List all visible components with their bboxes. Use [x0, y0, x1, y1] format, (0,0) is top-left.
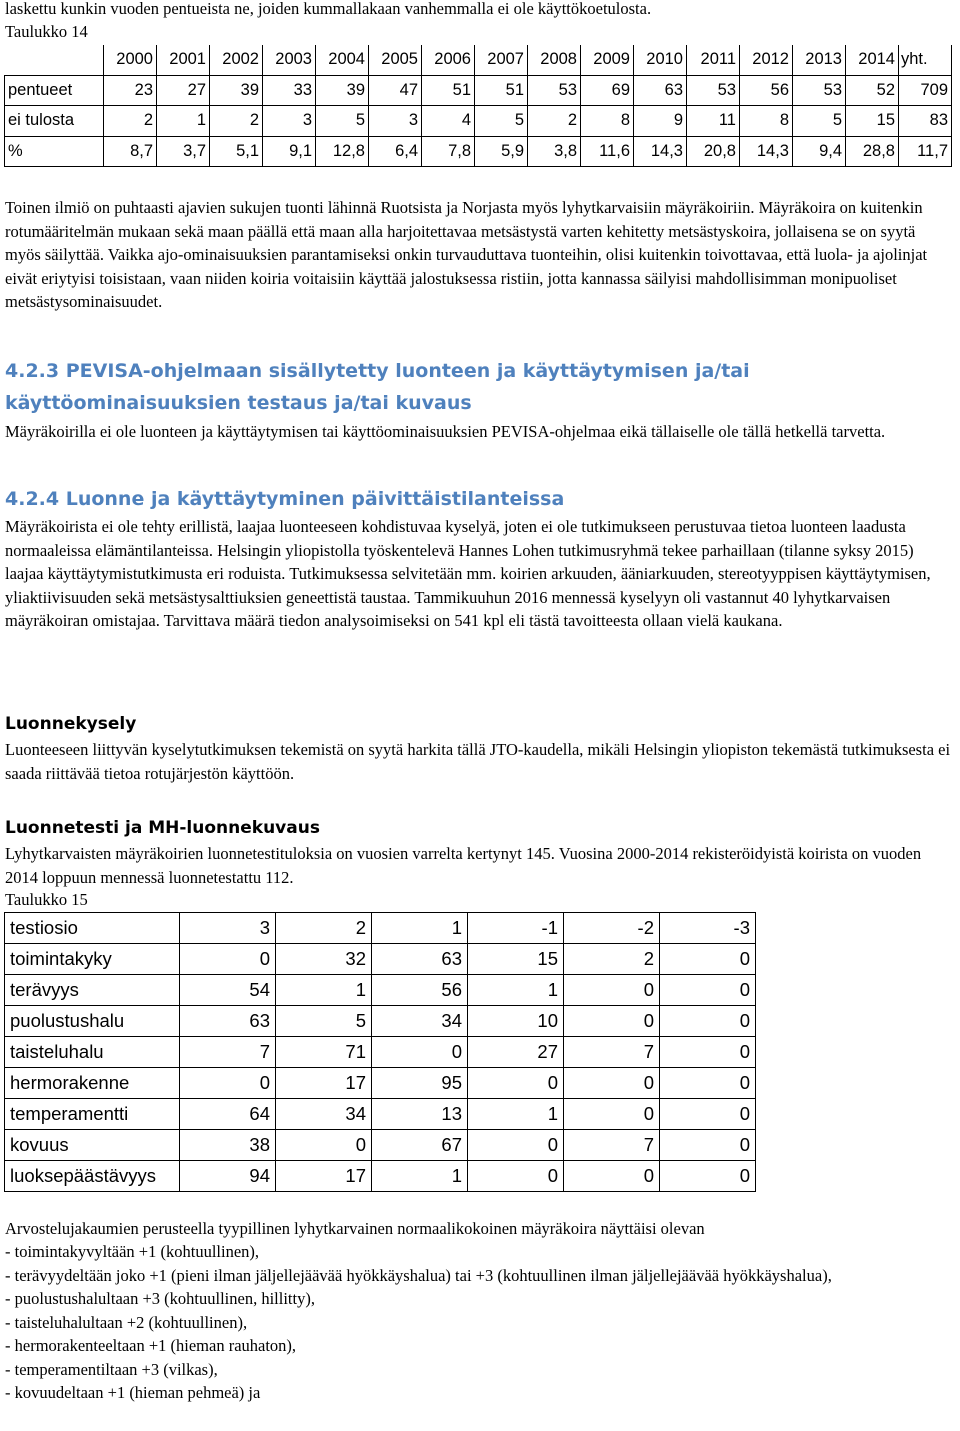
- table14-total-cell: 83: [899, 106, 952, 137]
- table14-year-cell: 2014: [846, 45, 899, 75]
- table14-cell: 53: [793, 75, 846, 106]
- table14-cell: 3,8: [528, 136, 581, 167]
- table14-cell: 5: [793, 106, 846, 137]
- closing-list-item: - taisteluhalultaan +2 (kohtuullinen),: [5, 1312, 248, 1332]
- table14-year-cell: 2010: [634, 45, 687, 75]
- table15-row: [5, 1161, 756, 1192]
- table15-row-label: taisteluhalu: [5, 1037, 180, 1068]
- luonnetesti-heading: Luonnetesti ja MH-luonnekuvaus: [5, 818, 320, 838]
- table15-cell: 0: [660, 1068, 756, 1099]
- paragraph-ajavat-suvut: Toinen ilmiö on puhtaasti ajavien sukujen tuonti lähinnä Ruotsista ja Norjasta myös lyhytkarvaisiin mäyräkoiriin. Mäyräkoira on kuitenkin rotumääritelmän mukaan sekä maan päällä että maan alla harjoitettavaa metsästystä varten kehitetty metsästyskoira, jollaisena se on syytä myös säilyttää. Vaikka ajo-ominaisuuksien parantamiseksi onkin turvauduttava tuonteihin, olisi kuitenkin toivottavaa, että luola- ja ajolinjat eivät eriytyisi toisistaan, vaan niiden koiria voitaisiin käyttää jalostuksessa ristiin, jotta kannassa säilyisi mahdollisimman monipuoliset metsästysominaisuudet.: [5, 198, 928, 311]
- section-heading-4-2-3: [5, 355, 750, 419]
- table14-year-cell: 2005: [369, 45, 422, 75]
- table14-cell: 3: [263, 106, 316, 137]
- table15-row-label: puolustushalu: [5, 1006, 180, 1037]
- table15-cell: 71: [276, 1037, 372, 1068]
- table14-cell: 15: [846, 106, 899, 137]
- table15-cell: 0: [180, 944, 276, 975]
- table15-cell: 7: [180, 1037, 276, 1068]
- table14-cell: 3: [369, 106, 422, 137]
- table14-year-cell: 2008: [528, 45, 581, 75]
- table15-cell: 56: [372, 975, 468, 1006]
- luonnetesti-text: Lyhytkarvaisten mäyräkoirien luonnetestituloksia on vuosien varrelta kertynyt 145. Vuosina 2000-2014 rekisteröidyistä koirista on vuoden 2014 loppuun mennessä luonnetestattu 112.: [5, 844, 922, 887]
- table14-cell: 2: [104, 106, 157, 137]
- table14-cell: 47: [369, 75, 422, 106]
- table14-cell: 8: [581, 106, 634, 137]
- table15-cell: 7: [564, 1130, 660, 1161]
- table14-cell: 52: [846, 75, 899, 106]
- table15-cell: 17: [276, 1068, 372, 1099]
- table14-cell: 2: [528, 106, 581, 137]
- table15-row-label: toimintakyky: [5, 944, 180, 975]
- table15-row: [5, 944, 756, 975]
- closing-list-item: - toimintakyvyltään +1 (kohtuullinen),: [5, 1242, 260, 1261]
- table15-cell: 63: [180, 1006, 276, 1037]
- table15-cell: 10: [468, 1006, 564, 1037]
- table14-cell: 4: [422, 106, 475, 137]
- table14-row: [5, 136, 952, 167]
- table15-cell: 95: [372, 1068, 468, 1099]
- table14-cell: 56: [740, 75, 793, 106]
- table15-cell: 0: [660, 1161, 756, 1192]
- table15-cell: 1: [276, 975, 372, 1006]
- table14-cell: 1: [157, 106, 210, 137]
- table15-cell: 0: [660, 1037, 756, 1068]
- closing-list: [5, 1240, 953, 1405]
- heading-4-2-3-line1: 4.2.3 PEVISA-ohjelmaan sisällytetty luonteen ja käyttäytymisen ja/tai: [5, 360, 750, 382]
- table14-cell: 27: [157, 75, 210, 106]
- table14-cell: 14,3: [740, 136, 793, 167]
- closing-list-item: - temperamentiltaan +3 (vilkas),: [5, 1359, 218, 1379]
- table14-total-cell: 11,7: [899, 136, 952, 167]
- heading-4-2-3-line2: käyttöominaisuuksien testaus ja/tai kuvaus: [5, 392, 472, 414]
- table14-row: [5, 106, 952, 137]
- table15-cell: 1: [468, 1099, 564, 1130]
- table14-cell: 53: [687, 75, 740, 106]
- table14-cell: 53: [528, 75, 581, 106]
- table14-year-cell: 2006: [422, 45, 475, 75]
- table15-header-row: [5, 913, 756, 944]
- table15-row-label: hermorakenne: [5, 1068, 180, 1099]
- table15-cell: 5: [276, 1006, 372, 1037]
- table14-cell: 63: [634, 75, 687, 106]
- table14-year-cell: 2011: [687, 45, 740, 75]
- table15-cell: 0: [468, 1161, 564, 1192]
- table15-cell: 0: [660, 944, 756, 975]
- table14-total-header: yht.: [899, 45, 952, 75]
- table15-row-label: luoksepäästävyys: [5, 1161, 180, 1192]
- table14-cell: 9,1: [263, 136, 316, 167]
- table14-cell: 3,7: [157, 136, 210, 167]
- table14-cell: 39: [210, 75, 263, 106]
- table15-row: [5, 1068, 756, 1099]
- table15-cell: 0: [468, 1068, 564, 1099]
- table15-cell: 2: [564, 944, 660, 975]
- table15-cell: 7: [564, 1037, 660, 1068]
- table15-cell: 0: [564, 1068, 660, 1099]
- table15-cell: 0: [660, 1099, 756, 1130]
- table14-year-cell: 2013: [793, 45, 846, 75]
- table14-cell: 69: [581, 75, 634, 106]
- table15-cell: 13: [372, 1099, 468, 1130]
- table14-cell: 9: [634, 106, 687, 137]
- closing-list-item: - hermorakenteeltaan +1 (hieman rauhaton),: [5, 1336, 297, 1355]
- closing-list-item: - puolustushalultaan +3 (kohtuullinen, hillitty),: [5, 1289, 315, 1308]
- table15-cell: 0: [276, 1130, 372, 1161]
- table15-cell: 0: [372, 1037, 468, 1068]
- table14-cell: 14,3: [634, 136, 687, 167]
- table14-year-cell: 2009: [581, 45, 634, 75]
- table14-year-cell: 2002: [210, 45, 263, 75]
- table14-cell: 33: [263, 75, 316, 106]
- table14-year-cell: 2007: [475, 45, 528, 75]
- table14-caption: Taulukko 14: [5, 22, 88, 41]
- table-15: [4, 912, 756, 1192]
- table15-header-cell: -3: [660, 913, 756, 944]
- table14-cell: 11,6: [581, 136, 634, 167]
- table15-cell: 0: [564, 975, 660, 1006]
- table14-cell: 5: [316, 106, 369, 137]
- table15-cell: 94: [180, 1161, 276, 1192]
- table15-cell: 0: [660, 975, 756, 1006]
- table15-row: [5, 1130, 756, 1161]
- table14-cell: 11: [687, 106, 740, 137]
- table14-header-row: [5, 45, 952, 75]
- table14-cell: 51: [422, 75, 475, 106]
- table15-header-cell: 1: [372, 913, 468, 944]
- luonnekysely-text: Luonteeseen liittyvän kyselytutkimuksen tekemistä on syytä harkita tällä JTO-kaudella, mikäli Helsingin yliopiston tekemästä tutkimuksesta ei saada riittävää tietoa rotujärjestön käyttöön.: [5, 740, 951, 783]
- table14-year-cell: 2003: [263, 45, 316, 75]
- table15-row-label: temperamentti: [5, 1099, 180, 1130]
- closing-list-item: - kovuudeltaan +1 (hieman pehmeä) ja: [5, 1383, 261, 1402]
- table15-header-cell: -2: [564, 913, 660, 944]
- table15-cell: 17: [276, 1161, 372, 1192]
- luonnekysely-heading: Luonnekysely: [5, 714, 137, 734]
- table14-cell: 39: [316, 75, 369, 106]
- table14-row-label: pentueet: [5, 75, 104, 106]
- table15-header-label: testiosio: [5, 913, 180, 944]
- table14-cell: 5,1: [210, 136, 263, 167]
- table15-cell: 27: [468, 1037, 564, 1068]
- table14-cell: 28,8: [846, 136, 899, 167]
- table15-cell: 0: [564, 1161, 660, 1192]
- table15-row-label: terävyys: [5, 975, 180, 1006]
- table15-row: [5, 1006, 756, 1037]
- intro-line: laskettu kunkin vuoden pentueista ne, joiden kummallakaan vanhemmalla ei ole käyttökoetulosta.: [5, 0, 652, 18]
- table14-row: [5, 75, 952, 106]
- table15-cell: 54: [180, 975, 276, 1006]
- table14-cell: 6,4: [369, 136, 422, 167]
- table15-row: [5, 1099, 756, 1130]
- table15-row: [5, 1037, 756, 1068]
- table15-header-cell: 3: [180, 913, 276, 944]
- table15-cell: 0: [468, 1130, 564, 1161]
- table15-cell: 0: [660, 1006, 756, 1037]
- closing-intro: Arvostelujakaumien perusteella tyypillinen lyhytkarvainen normaalikokoinen mäyräkoira näyttäisi olevan: [5, 1219, 705, 1238]
- table15-cell: 63: [372, 944, 468, 975]
- table15-cell: 0: [564, 1099, 660, 1130]
- table14-cell: 8,7: [104, 136, 157, 167]
- table15-row-label: kovuus: [5, 1130, 180, 1161]
- table14-year-cell: 2012: [740, 45, 793, 75]
- table15-cell: 1: [468, 975, 564, 1006]
- table14-year-cell: 2000: [104, 45, 157, 75]
- table15-caption: Taulukko 15: [5, 890, 88, 909]
- table15-cell: 67: [372, 1130, 468, 1161]
- table15-header-cell: -1: [468, 913, 564, 944]
- table15-cell: 0: [180, 1068, 276, 1099]
- table14-cell: 5,9: [475, 136, 528, 167]
- table14-corner-cell: [5, 45, 104, 75]
- table15-cell: 1: [372, 1161, 468, 1192]
- table15-cell: 64: [180, 1099, 276, 1130]
- table14-cell: 12,8: [316, 136, 369, 167]
- table14-cell: 7,8: [422, 136, 475, 167]
- table14-cell: 5: [475, 106, 528, 137]
- table14-cell: 51: [475, 75, 528, 106]
- table-14: [4, 45, 952, 167]
- table15-cell: 0: [660, 1130, 756, 1161]
- table14-year-cell: 2004: [316, 45, 369, 75]
- closing-list-item: - terävyydeltään joko +1 (pieni ilman jäljellejäävää hyökkäyshalua) tai +3 (kohtuullinen ilman jäljellejäävää hyökkäyshalua),: [5, 1265, 832, 1285]
- table14-cell: 23: [104, 75, 157, 106]
- table15-row: [5, 975, 756, 1006]
- table14-cell: 8: [740, 106, 793, 137]
- section-4-2-4-text: Mäyräkoirista ei ole tehty erillistä, laajaa luonteeseen kohdistuvaa kyselyä, joten ei ole tutkimukseen perustuvaa tietoa luonteen laadusta normaaleissa elämäntilanteissa. Helsingin yliopistolla työskentelevä Hannes Lohen tutkimusryhmä tekee parhaillaan (tilanne syksy 2015) laajaa käyttäytymistutkimusta eri roduista. Tutkimuksessa selvitetään mm. koirien arkuuden, ääniarkuuden, stereotyyppisen käyttäytymisen, yliaktiivisuuden sekä metsästysalttiuksien geneettistä taustaa. Tammikuuhun 2016 mennessä kyselyyn oli vastannut 40 lyhytkarvaisen mäyräkoiran omistajaa. Tarvittava määrä tiedon analysoimiseksi on 541 kpl eli tästä tavoitteesta ollaan vielä kaukana.: [5, 517, 931, 630]
- section-4-2-3-text: Mäyräkoirilla ei ole luonteen ja käyttäytymisen tai käyttöominaisuuksien PEVISA-ohjelmaa eikä tällaiselle ole tällä hetkellä tarvetta.: [5, 422, 886, 441]
- table15-cell: 15: [468, 944, 564, 975]
- table15-cell: 34: [372, 1006, 468, 1037]
- table14-total-cell: 709: [899, 75, 952, 106]
- table14-cell: 20,8: [687, 136, 740, 167]
- table15-header-cell: 2: [276, 913, 372, 944]
- table15-cell: 34: [276, 1099, 372, 1130]
- table14-row-label: ei tulosta: [5, 106, 104, 137]
- table15-cell: 32: [276, 944, 372, 975]
- table14-row-label: %: [5, 136, 104, 167]
- table14-cell: 9,4: [793, 136, 846, 167]
- section-heading-4-2-4: 4.2.4 Luonne ja käyttäytyminen päivittäistilanteissa: [5, 488, 565, 510]
- table15-cell: 0: [564, 1006, 660, 1037]
- table15-cell: 38: [180, 1130, 276, 1161]
- table14-cell: 2: [210, 106, 263, 137]
- table14-year-cell: 2001: [157, 45, 210, 75]
